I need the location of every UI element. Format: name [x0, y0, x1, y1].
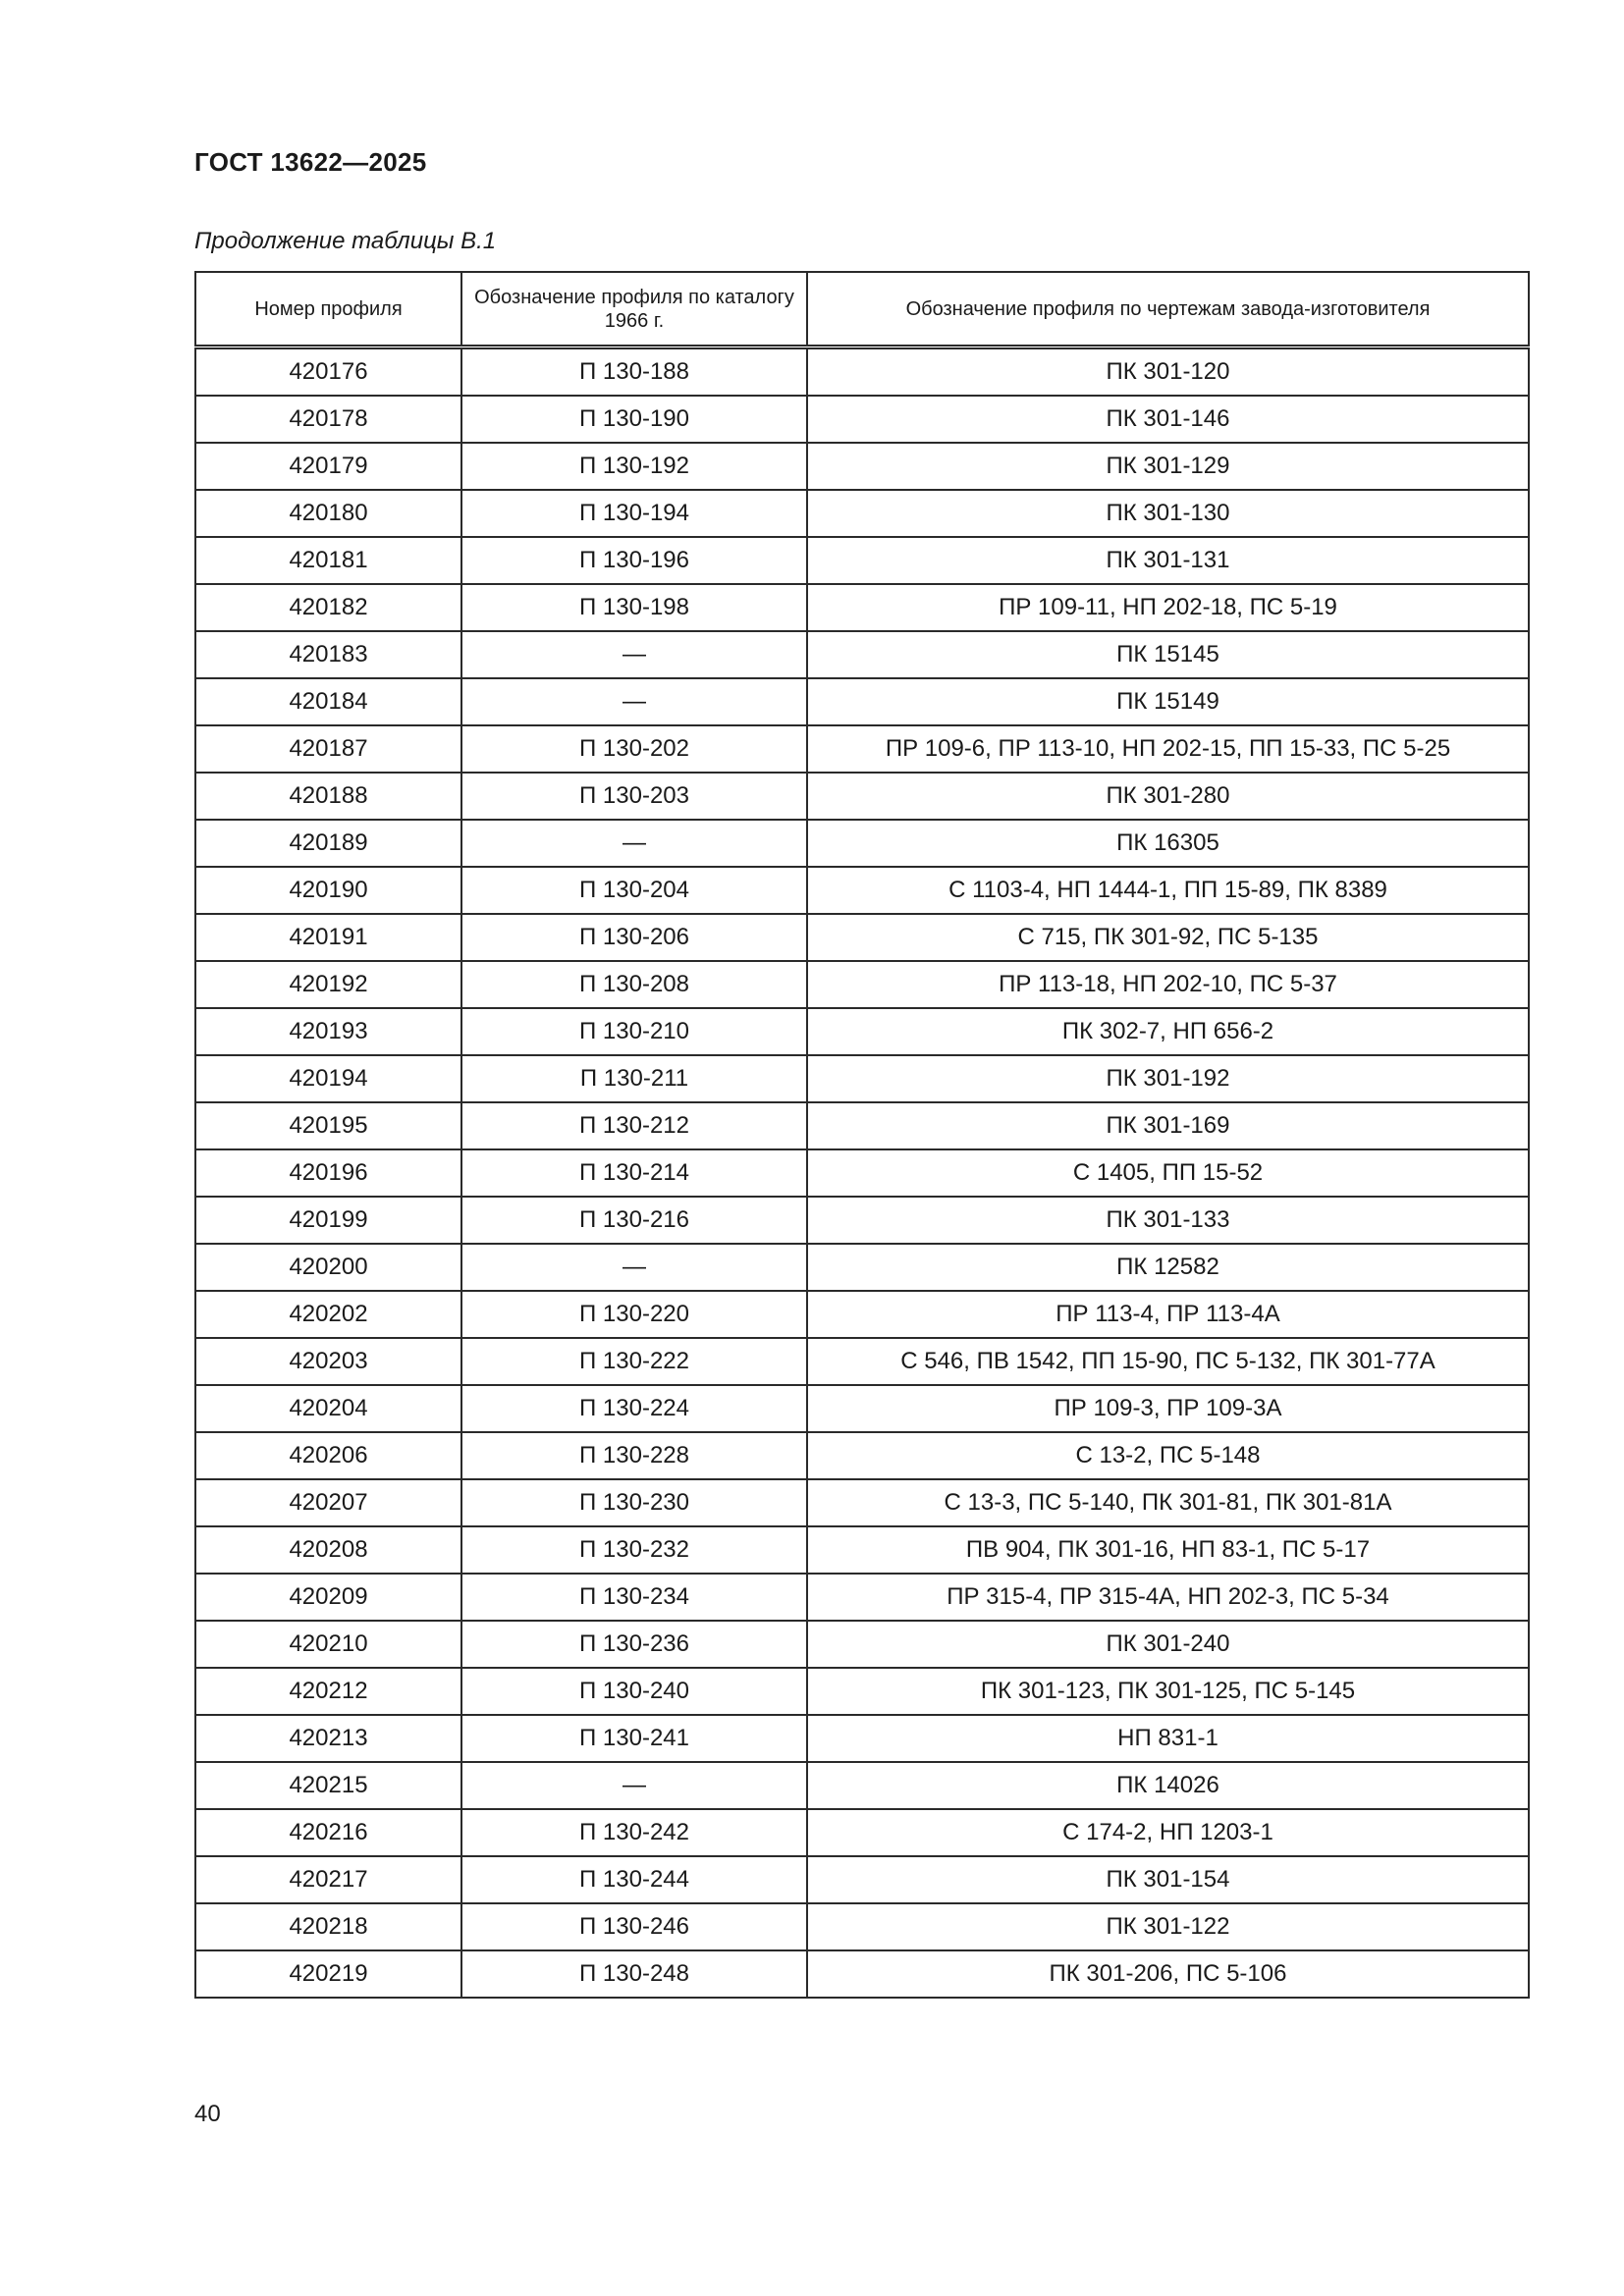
table-row: [195, 1149, 1529, 1197]
cell-factory-designation: С 715, ПК 301-92, ПС 5-135: [807, 914, 1529, 961]
cell-factory-designation: НП 831-1: [807, 1715, 1529, 1762]
table-row: [195, 443, 1529, 490]
table-row: [195, 347, 1529, 397]
table-row: [195, 1715, 1529, 1762]
table-caption: Продолжение таблицы В.1: [194, 228, 497, 254]
table-row: [195, 1856, 1529, 1903]
cell-catalog-designation: П 130-188: [461, 347, 807, 397]
profiles-table: [194, 271, 1530, 1999]
cell-profile-number: 420219: [195, 1950, 461, 1998]
cell-factory-designation: ПК 301-169: [807, 1102, 1529, 1149]
cell-profile-number: 420216: [195, 1809, 461, 1856]
cell-profile-number: 420215: [195, 1762, 461, 1809]
cell-catalog-designation: П 130-203: [461, 773, 807, 820]
cell-profile-number: 420179: [195, 443, 461, 490]
cell-profile-number: 420192: [195, 961, 461, 1008]
cell-profile-number: 420217: [195, 1856, 461, 1903]
table-row: [195, 1762, 1529, 1809]
cell-catalog-designation: —: [461, 631, 807, 678]
cell-factory-designation: С 13-2, ПС 5-148: [807, 1432, 1529, 1479]
cell-profile-number: 420207: [195, 1479, 461, 1526]
cell-catalog-designation: П 130-202: [461, 725, 807, 773]
cell-factory-designation: ПК 15145: [807, 631, 1529, 678]
table-row: [195, 537, 1529, 584]
table-body: [195, 347, 1529, 1999]
cell-factory-designation: ПВ 904, ПК 301-16, НП 83-1, ПС 5-17: [807, 1526, 1529, 1574]
table-row: [195, 867, 1529, 914]
cell-catalog-designation: П 130-224: [461, 1385, 807, 1432]
cell-profile-number: 420193: [195, 1008, 461, 1055]
cell-factory-designation: ПК 302-7, НП 656-2: [807, 1008, 1529, 1055]
cell-catalog-designation: П 130-248: [461, 1950, 807, 1998]
cell-factory-designation: С 546, ПВ 1542, ПП 15-90, ПС 5-132, ПК 301-77А: [807, 1338, 1529, 1385]
cell-factory-designation: ПР 315-4, ПР 315-4А, НП 202-3, ПС 5-34: [807, 1574, 1529, 1621]
cell-catalog-designation: П 130-228: [461, 1432, 807, 1479]
cell-profile-number: 420176: [195, 347, 461, 397]
table-row: [195, 1244, 1529, 1291]
cell-catalog-designation: П 130-206: [461, 914, 807, 961]
cell-profile-number: 420178: [195, 396, 461, 443]
cell-profile-number: 420206: [195, 1432, 461, 1479]
cell-profile-number: 420187: [195, 725, 461, 773]
cell-catalog-designation: П 130-241: [461, 1715, 807, 1762]
table-row: [195, 1950, 1529, 1998]
column-header-catalog-1966: Обозначение профиля по каталогу 1966 г.: [461, 272, 807, 347]
table-row: [195, 1197, 1529, 1244]
cell-profile-number: 420190: [195, 867, 461, 914]
cell-catalog-designation: П 130-192: [461, 443, 807, 490]
table-header: [195, 272, 1529, 347]
table-row: [195, 1809, 1529, 1856]
table-row: [195, 1621, 1529, 1668]
cell-factory-designation: С 1405, ПП 15-52: [807, 1149, 1529, 1197]
table-row: [195, 820, 1529, 867]
cell-catalog-designation: П 130-194: [461, 490, 807, 537]
table-row: [195, 1008, 1529, 1055]
cell-profile-number: 420182: [195, 584, 461, 631]
cell-catalog-designation: П 130-234: [461, 1574, 807, 1621]
table-row: [195, 490, 1529, 537]
cell-factory-designation: ПР 109-11, НП 202-18, ПС 5-19: [807, 584, 1529, 631]
table-row: [195, 631, 1529, 678]
cell-profile-number: 420208: [195, 1526, 461, 1574]
column-header-factory-drawings: Обозначение профиля по чертежам завода-изготовителя: [807, 272, 1529, 347]
document-code: ГОСТ 13622—2025: [194, 147, 427, 177]
table-row: [195, 1574, 1529, 1621]
cell-catalog-designation: П 130-190: [461, 396, 807, 443]
table-row: [195, 1385, 1529, 1432]
cell-catalog-designation: —: [461, 678, 807, 725]
cell-factory-designation: ПК 301-130: [807, 490, 1529, 537]
cell-profile-number: 420181: [195, 537, 461, 584]
cell-catalog-designation: П 130-240: [461, 1668, 807, 1715]
table-row: [195, 1479, 1529, 1526]
table-row: [195, 396, 1529, 443]
cell-profile-number: 420218: [195, 1903, 461, 1950]
cell-catalog-designation: П 130-208: [461, 961, 807, 1008]
cell-factory-designation: ПК 301-129: [807, 443, 1529, 490]
cell-catalog-designation: П 130-211: [461, 1055, 807, 1102]
cell-profile-number: 420212: [195, 1668, 461, 1715]
table-row: [195, 773, 1529, 820]
cell-catalog-designation: —: [461, 820, 807, 867]
cell-profile-number: 420199: [195, 1197, 461, 1244]
cell-factory-designation: ПР 109-3, ПР 109-3А: [807, 1385, 1529, 1432]
cell-profile-number: 420191: [195, 914, 461, 961]
cell-factory-designation: ПК 301-120: [807, 347, 1529, 397]
page-number: 40: [194, 2101, 221, 2127]
cell-profile-number: 420203: [195, 1338, 461, 1385]
cell-factory-designation: ПК 15149: [807, 678, 1529, 725]
cell-catalog-designation: П 130-222: [461, 1338, 807, 1385]
cell-catalog-designation: —: [461, 1244, 807, 1291]
cell-catalog-designation: П 130-244: [461, 1856, 807, 1903]
cell-profile-number: 420196: [195, 1149, 461, 1197]
cell-catalog-designation: П 130-246: [461, 1903, 807, 1950]
cell-factory-designation: ПК 301-192: [807, 1055, 1529, 1102]
table-row: [195, 1055, 1529, 1102]
table-header-row: [195, 272, 1529, 347]
table-container: [194, 271, 1528, 1999]
cell-profile-number: 420184: [195, 678, 461, 725]
cell-factory-designation: ПР 113-4, ПР 113-4А: [807, 1291, 1529, 1338]
cell-factory-designation: ПК 301-131: [807, 537, 1529, 584]
cell-catalog-designation: П 130-232: [461, 1526, 807, 1574]
cell-profile-number: 420202: [195, 1291, 461, 1338]
cell-profile-number: 420188: [195, 773, 461, 820]
cell-profile-number: 420204: [195, 1385, 461, 1432]
cell-factory-designation: ПК 301-122: [807, 1903, 1529, 1950]
cell-catalog-designation: П 130-196: [461, 537, 807, 584]
table-row: [195, 1668, 1529, 1715]
cell-profile-number: 420210: [195, 1621, 461, 1668]
cell-profile-number: 420194: [195, 1055, 461, 1102]
table-row: [195, 584, 1529, 631]
table-row: [195, 725, 1529, 773]
cell-profile-number: 420183: [195, 631, 461, 678]
table-row: [195, 1432, 1529, 1479]
cell-profile-number: 420200: [195, 1244, 461, 1291]
cell-factory-designation: С 174-2, НП 1203-1: [807, 1809, 1529, 1856]
cell-factory-designation: ПК 12582: [807, 1244, 1529, 1291]
cell-factory-designation: ПК 14026: [807, 1762, 1529, 1809]
table-row: [195, 678, 1529, 725]
cell-catalog-designation: П 130-220: [461, 1291, 807, 1338]
cell-catalog-designation: —: [461, 1762, 807, 1809]
cell-catalog-designation: П 130-198: [461, 584, 807, 631]
cell-catalog-designation: П 130-230: [461, 1479, 807, 1526]
cell-profile-number: 420189: [195, 820, 461, 867]
cell-factory-designation: С 13-3, ПС 5-140, ПК 301-81, ПК 301-81А: [807, 1479, 1529, 1526]
table-row: [195, 1526, 1529, 1574]
table-row: [195, 914, 1529, 961]
cell-catalog-designation: П 130-212: [461, 1102, 807, 1149]
cell-catalog-designation: П 130-204: [461, 867, 807, 914]
cell-catalog-designation: П 130-214: [461, 1149, 807, 1197]
table-row: [195, 1903, 1529, 1950]
table-row: [195, 1102, 1529, 1149]
cell-factory-designation: ПК 301-123, ПК 301-125, ПС 5-145: [807, 1668, 1529, 1715]
cell-factory-designation: ПК 301-206, ПС 5-106: [807, 1950, 1529, 1998]
cell-profile-number: 420195: [195, 1102, 461, 1149]
cell-catalog-designation: П 130-236: [461, 1621, 807, 1668]
cell-profile-number: 420209: [195, 1574, 461, 1621]
cell-catalog-designation: П 130-216: [461, 1197, 807, 1244]
cell-factory-designation: ПК 301-240: [807, 1621, 1529, 1668]
cell-profile-number: 420213: [195, 1715, 461, 1762]
table-row: [195, 1291, 1529, 1338]
column-header-profile-number: Номер профиля: [195, 272, 461, 347]
cell-factory-designation: ПР 113-18, НП 202-10, ПС 5-37: [807, 961, 1529, 1008]
cell-factory-designation: ПР 109-6, ПР 113-10, НП 202-15, ПП 15-33, ПС 5-25: [807, 725, 1529, 773]
cell-factory-designation: ПК 16305: [807, 820, 1529, 867]
cell-catalog-designation: П 130-242: [461, 1809, 807, 1856]
cell-factory-designation: С 1103-4, НП 1444-1, ПП 15-89, ПК 8389: [807, 867, 1529, 914]
table-row: [195, 1338, 1529, 1385]
cell-catalog-designation: П 130-210: [461, 1008, 807, 1055]
cell-factory-designation: ПК 301-154: [807, 1856, 1529, 1903]
table-row: [195, 961, 1529, 1008]
cell-profile-number: 420180: [195, 490, 461, 537]
cell-factory-designation: ПК 301-146: [807, 396, 1529, 443]
cell-factory-designation: ПК 301-133: [807, 1197, 1529, 1244]
cell-factory-designation: ПК 301-280: [807, 773, 1529, 820]
